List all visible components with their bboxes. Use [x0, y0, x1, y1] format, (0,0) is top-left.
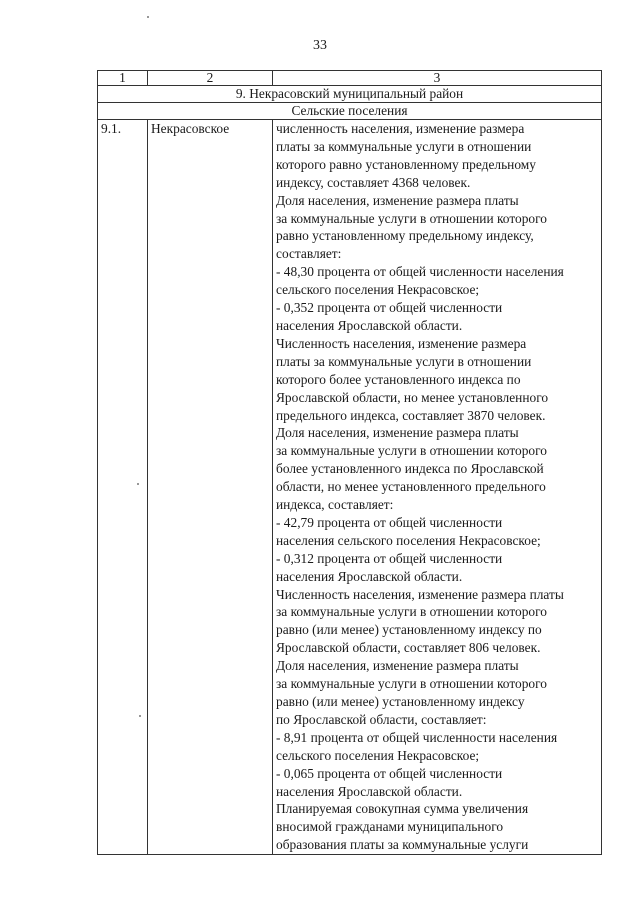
description-line: за коммунальные услуги в отношении которого [276, 604, 547, 620]
table-row [98, 120, 602, 855]
description-line: Доля населения, изменение размера платы [276, 192, 519, 208]
description-line: за коммунальные услуги в отношении которого [276, 676, 547, 692]
description-line: Ярославской области, но менее установленного [276, 389, 549, 405]
description-line: Численность населения, изменение размера [276, 335, 527, 351]
description-line: которого более установленного индекса по [276, 371, 521, 387]
description-line: населения Ярославской области. [276, 783, 463, 799]
description-line: по Ярославской области, составляет: [276, 711, 487, 727]
description-line: более установленного индекса по Ярославской [276, 461, 544, 477]
description-line: равно установленному предельному индексу, [276, 228, 534, 244]
page-number: 33 [313, 38, 327, 53]
description-line: населения Ярославской области. [276, 317, 463, 333]
district-row [98, 86, 602, 103]
description-line: индекса, составляет: [276, 497, 394, 513]
description-line: составляет: [276, 246, 342, 262]
description-line: которого равно установленному предельному [276, 156, 536, 172]
description-line: населения сельского поселения Некрасовское; [276, 532, 541, 548]
scan-speck [147, 16, 149, 18]
description-line: Доля населения, изменение размера платы [276, 658, 519, 674]
description-line: Планируемая совокупная сумма увеличения [276, 801, 529, 817]
scan-speck [139, 715, 141, 717]
description-line: за коммунальные услуги в отношении которого [276, 210, 547, 226]
section-title: Сельские поселения [98, 103, 602, 120]
description-line: индексу, составляет 4368 человек. [276, 174, 471, 190]
row-number: 9.1. [98, 120, 148, 855]
district-title: 9. Некрасовский муниципальный район [98, 86, 602, 103]
description-line: Доля населения, изменение размера платы [276, 425, 519, 441]
description-line: - 0,065 процента от общей численности [276, 765, 503, 781]
description-line: области, но менее установленного предельного [276, 479, 546, 495]
description-line: Численность населения, изменение размера платы [276, 586, 564, 602]
data-table [97, 70, 602, 855]
description-line: сельского поселения Некрасовское; [276, 282, 480, 298]
table-header-row [98, 71, 602, 86]
section-row [98, 103, 602, 120]
description-line: - 42,79 процента от общей численности [276, 514, 503, 530]
description-line: платы за коммунальные услуги в отношении [276, 353, 532, 369]
description-line: сельского поселения Некрасовское; [276, 747, 480, 763]
description-line: Ярославской области, составляет 806 человек. [276, 640, 541, 656]
settlement-name: Некрасовское [148, 120, 273, 855]
column-header-2: 2 [148, 71, 273, 86]
description-line: предельного индекса, составляет 3870 человек. [276, 407, 546, 423]
row-description [273, 120, 602, 855]
description-line: - 0,352 процента от общей численности [276, 300, 503, 316]
description-line: - 0,312 процента от общей численности [276, 550, 503, 566]
column-header-3: 3 [273, 71, 602, 86]
description-line: образования платы за коммунальные услуги [276, 837, 529, 853]
description-line: - 8,91 процента от общей численности населения [276, 729, 558, 745]
description-line: за коммунальные услуги в отношении которого [276, 443, 547, 459]
description-line: численность населения, изменение размера [276, 121, 525, 136]
description-line: вносимой гражданами муниципального [276, 819, 504, 835]
column-header-1: 1 [98, 71, 148, 86]
description-line: равно (или менее) установленному индексу по [276, 622, 542, 638]
description-line: населения Ярославской области. [276, 568, 463, 584]
description-line: - 48,30 процента от общей численности населения [276, 264, 564, 280]
description-line: равно (или менее) установленному индексу [276, 694, 525, 709]
scan-speck [137, 483, 139, 485]
description-line: платы за коммунальные услуги в отношении [276, 138, 532, 154]
